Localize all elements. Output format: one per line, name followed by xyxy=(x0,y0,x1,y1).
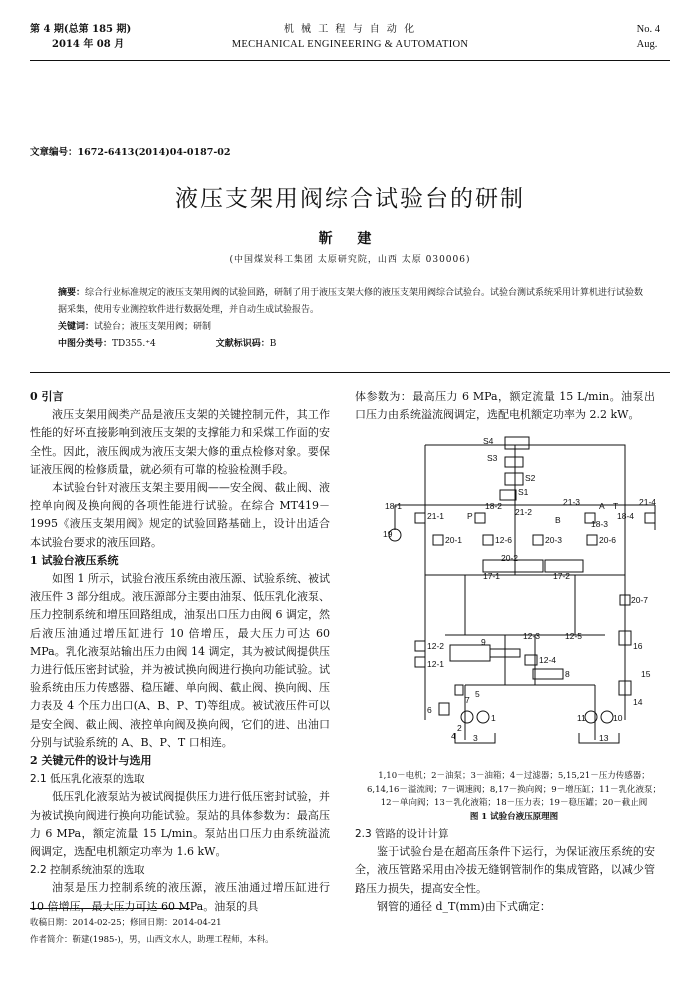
label-21-1: 21-1 xyxy=(427,511,445,521)
section-2-1-heading: 2.1 低压乳化液泵的选取 xyxy=(30,773,145,786)
label-12-6: 12-6 xyxy=(495,535,513,545)
label-9: 9 xyxy=(481,637,486,647)
section-1-heading: 1 试验台液压系统 xyxy=(30,553,119,567)
label-a: A xyxy=(599,501,605,511)
label-18-4: 18-4 xyxy=(617,511,635,521)
header-center xyxy=(200,22,500,52)
header-rule xyxy=(30,60,670,61)
label-5: 5 xyxy=(475,689,480,699)
label-s4: S4 xyxy=(483,436,494,446)
author: 靳 建 xyxy=(318,231,382,247)
label-20-1: 20-1 xyxy=(445,535,463,545)
label-18-3: 18-3 xyxy=(591,519,609,529)
section-0-heading: 0 引言 xyxy=(30,390,64,403)
classification xyxy=(58,336,648,353)
paragraph-pipe: 鉴于试验台是在超高压条件下运行，为保证液压系统的安全，液压管路采用由冷拔无缝钢管制作的集成管路，以减少管路压力损失，提高安全性。 xyxy=(355,845,655,895)
abstract-label: 摘要： xyxy=(58,288,86,298)
label-20-6: 20-6 xyxy=(599,535,617,545)
label-12-1: 12-1 xyxy=(427,659,445,669)
label-t: T xyxy=(613,501,619,511)
right-column-bottom xyxy=(355,825,655,916)
doc-value: B xyxy=(269,339,277,349)
label-1: 1 xyxy=(491,713,496,723)
schematic-labels xyxy=(355,435,673,765)
label-18-1: 18-1 xyxy=(385,501,403,511)
label-12-3: 12-3 xyxy=(523,631,541,641)
label-s2: S2 xyxy=(525,473,536,483)
abstract-block xyxy=(58,285,648,353)
header-right xyxy=(637,22,660,52)
paper-title: 液压支架用阀综合试验台的研制 xyxy=(175,186,525,212)
label-19: 19 xyxy=(383,529,393,539)
label-20-7: 20-7 xyxy=(631,595,649,605)
abstract-text: 综合行业标准规定的液压支架用阀的试验回路，研制了用于液压支架大修的液压支架用阀综合试验台。试验台测试系统采用计算机进行试验数据采集，使用专业测控软件进行数据处理，并自动生成试验报告。 xyxy=(58,288,644,315)
paragraph-continued: 体参数为：最高压力 6 MPa，额定流量 15 L/min。油泵出口压力由系统溢流阀调定，选配电机额定功率为 2.2 kW。 xyxy=(355,390,655,422)
abstract xyxy=(58,285,648,319)
paragraph-intro-2: 本试验台针对液压支架主要用阀——安全阀、截止阀、液控单向阀及换向阀的各项性能进行试验。在综合 MT419－1995《液压支架用阀》规定的试验回路基础上，设计出适合本试验台要求的液压回路。 xyxy=(30,481,330,549)
label-6: 6 xyxy=(427,705,432,715)
left-column xyxy=(30,388,330,916)
label-s3: S3 xyxy=(487,453,498,463)
article-number: 文章编号：1672-6413(2014)04-0187-02 xyxy=(30,147,231,158)
section-2-3-heading: 2.3 管路的设计计算 xyxy=(355,828,449,840)
figure-caption-block xyxy=(355,770,673,824)
label-21-3: 21-3 xyxy=(563,497,581,507)
label-21-2: 21-2 xyxy=(515,507,533,517)
paragraph-intro-1: 液压支架用阀类产品是液压支架的关键控制元件，其工作性能的好坏直接影响到液压支架的支撑能力和采煤工作面的安全性。因此，液压阀成为液压支架大修的重点检修对象。要保证液压阀的检修质量，就必须有可靠的检验检测手段。 xyxy=(30,408,330,476)
paragraph-system: 如图 1 所示，试验台液压系统由液压源、试验系统、被试液压件 3 部分组成。液压源部分主要由油泵、低压乳化液泵、压力控制系统和增压回路组成，油泵出口压力由阀 6 调定，然后液压油通过增压缸进行 10 倍增压，最大压力可达 60 MPa。乳化液泵站输出压力由阀 14 调定，其为被试阀提供压力进行低压密封试验，并为被试换向阀进行换向功能试验。试验系统由压力传感器、稳压罐、单向阀、截止阀、换向阀、压力表及 4 个压力出口(A、B、P、T)等组成。被试液压件可以是安全阀、截止阀、液控单向阀及换向阀，它们的进、出油口分别与试验系统的 A、B、P、T 口相连。 xyxy=(30,572,330,749)
header-left xyxy=(30,22,131,52)
label-17-2: 17-2 xyxy=(553,571,571,581)
journal-cn: 机 械 工 程 与 自 动 化 xyxy=(283,24,417,35)
label-21-4: 21-4 xyxy=(639,497,657,507)
label-10: 10 xyxy=(613,713,623,723)
label-7: 7 xyxy=(465,695,470,705)
month-en: Aug. xyxy=(636,39,658,50)
label-2: 2 xyxy=(457,723,462,733)
label-16: 16 xyxy=(633,641,643,651)
label-b: B xyxy=(555,515,561,525)
section-2-2-heading: 2.2 控制系统油泵的选取 xyxy=(30,864,145,877)
keywords-label: 关键词： xyxy=(58,322,95,332)
label-4: 4 xyxy=(451,731,456,741)
journal-en: MECHANICAL ENGINEERING & AUTOMATION xyxy=(231,39,469,50)
legend-line-3: 12－单向阀；13－乳化液箱；18－压力表；19－稳压罐；20－截止阀 xyxy=(380,798,648,808)
label-15: 15 xyxy=(641,669,651,679)
label-8: 8 xyxy=(565,669,570,679)
paragraph-emulsion-pump: 低压乳化液泵站为被试阀提供压力进行低压密封试验，并为被试换向阀进行换向功能试验。泵站的具体参数为：最高压力 6 MPa，额定流量 15 L/min。泵站出口压力由系统溢流阀调定，选配电机额定功率为 1.6 kW。 xyxy=(30,790,330,859)
cls-value: TD355.⁺4 xyxy=(112,339,156,349)
label-12-2: 12-2 xyxy=(427,641,445,651)
footnote-author: 作者简介：靳建(1985-)，男，山西文水人，助理工程师，本科。 xyxy=(30,935,274,945)
label-17-1: 17-1 xyxy=(483,571,501,581)
legend-line-2: 6,14,16－溢流阀；7－调速阀；8,17－换向阀；9－增压缸；11－乳化液泵； xyxy=(366,784,661,795)
label-20-2: 20-2 xyxy=(501,553,519,563)
issue-en: No. 4 xyxy=(636,24,660,35)
label-20-3: 20-3 xyxy=(545,535,563,545)
label-14: 14 xyxy=(633,697,643,707)
affiliation: (中国煤炭科工集团 太原研究院，山西 太原 030006) xyxy=(229,255,471,265)
doc-label: 文献标识码： xyxy=(215,339,270,349)
label-p: P xyxy=(467,511,473,521)
keywords xyxy=(58,319,648,336)
cls-label: 中图分类号： xyxy=(58,339,113,349)
legend-line-1: 1,10－电机；2－油泵；3－油箱；4－过滤器；5,15,21－压力传感器； xyxy=(378,771,650,781)
paragraph-oil-pump: 油泵是压力控制系统的液压源，液压油通过增压缸进行 10 倍增压，最大压力可达 60 MPa。油泵的具 xyxy=(30,881,330,913)
right-column xyxy=(355,388,655,424)
label-12-5: 12-5 xyxy=(565,631,583,641)
footnote-rule xyxy=(30,908,190,909)
label-s1: S1 xyxy=(518,487,529,497)
label-13: 13 xyxy=(599,733,609,743)
label-11: 11 xyxy=(577,713,586,723)
footnote xyxy=(30,915,274,949)
section-2-heading: 2 关键元件的设计与选用 xyxy=(30,754,152,768)
paragraph-diameter: 钢管的通径 d_T(mm)由下式确定： xyxy=(377,899,551,913)
label-12-4: 12-4 xyxy=(539,655,557,665)
footnote-dates: 收稿日期：2014-02-25；修回日期：2014-04-21 xyxy=(30,918,222,928)
keywords-text: 试验台；液压支架用阀；研制 xyxy=(94,322,212,332)
issue-cn: 第 4 期(总第 185 期) xyxy=(30,24,132,35)
abstract-rule xyxy=(30,372,670,373)
label-3: 3 xyxy=(473,733,478,743)
figure-caption: 图 1 试验台液压原理图 xyxy=(469,811,559,822)
date-cn: 2014 年 08 月 xyxy=(52,39,125,50)
label-18-2: 18-2 xyxy=(485,501,503,511)
